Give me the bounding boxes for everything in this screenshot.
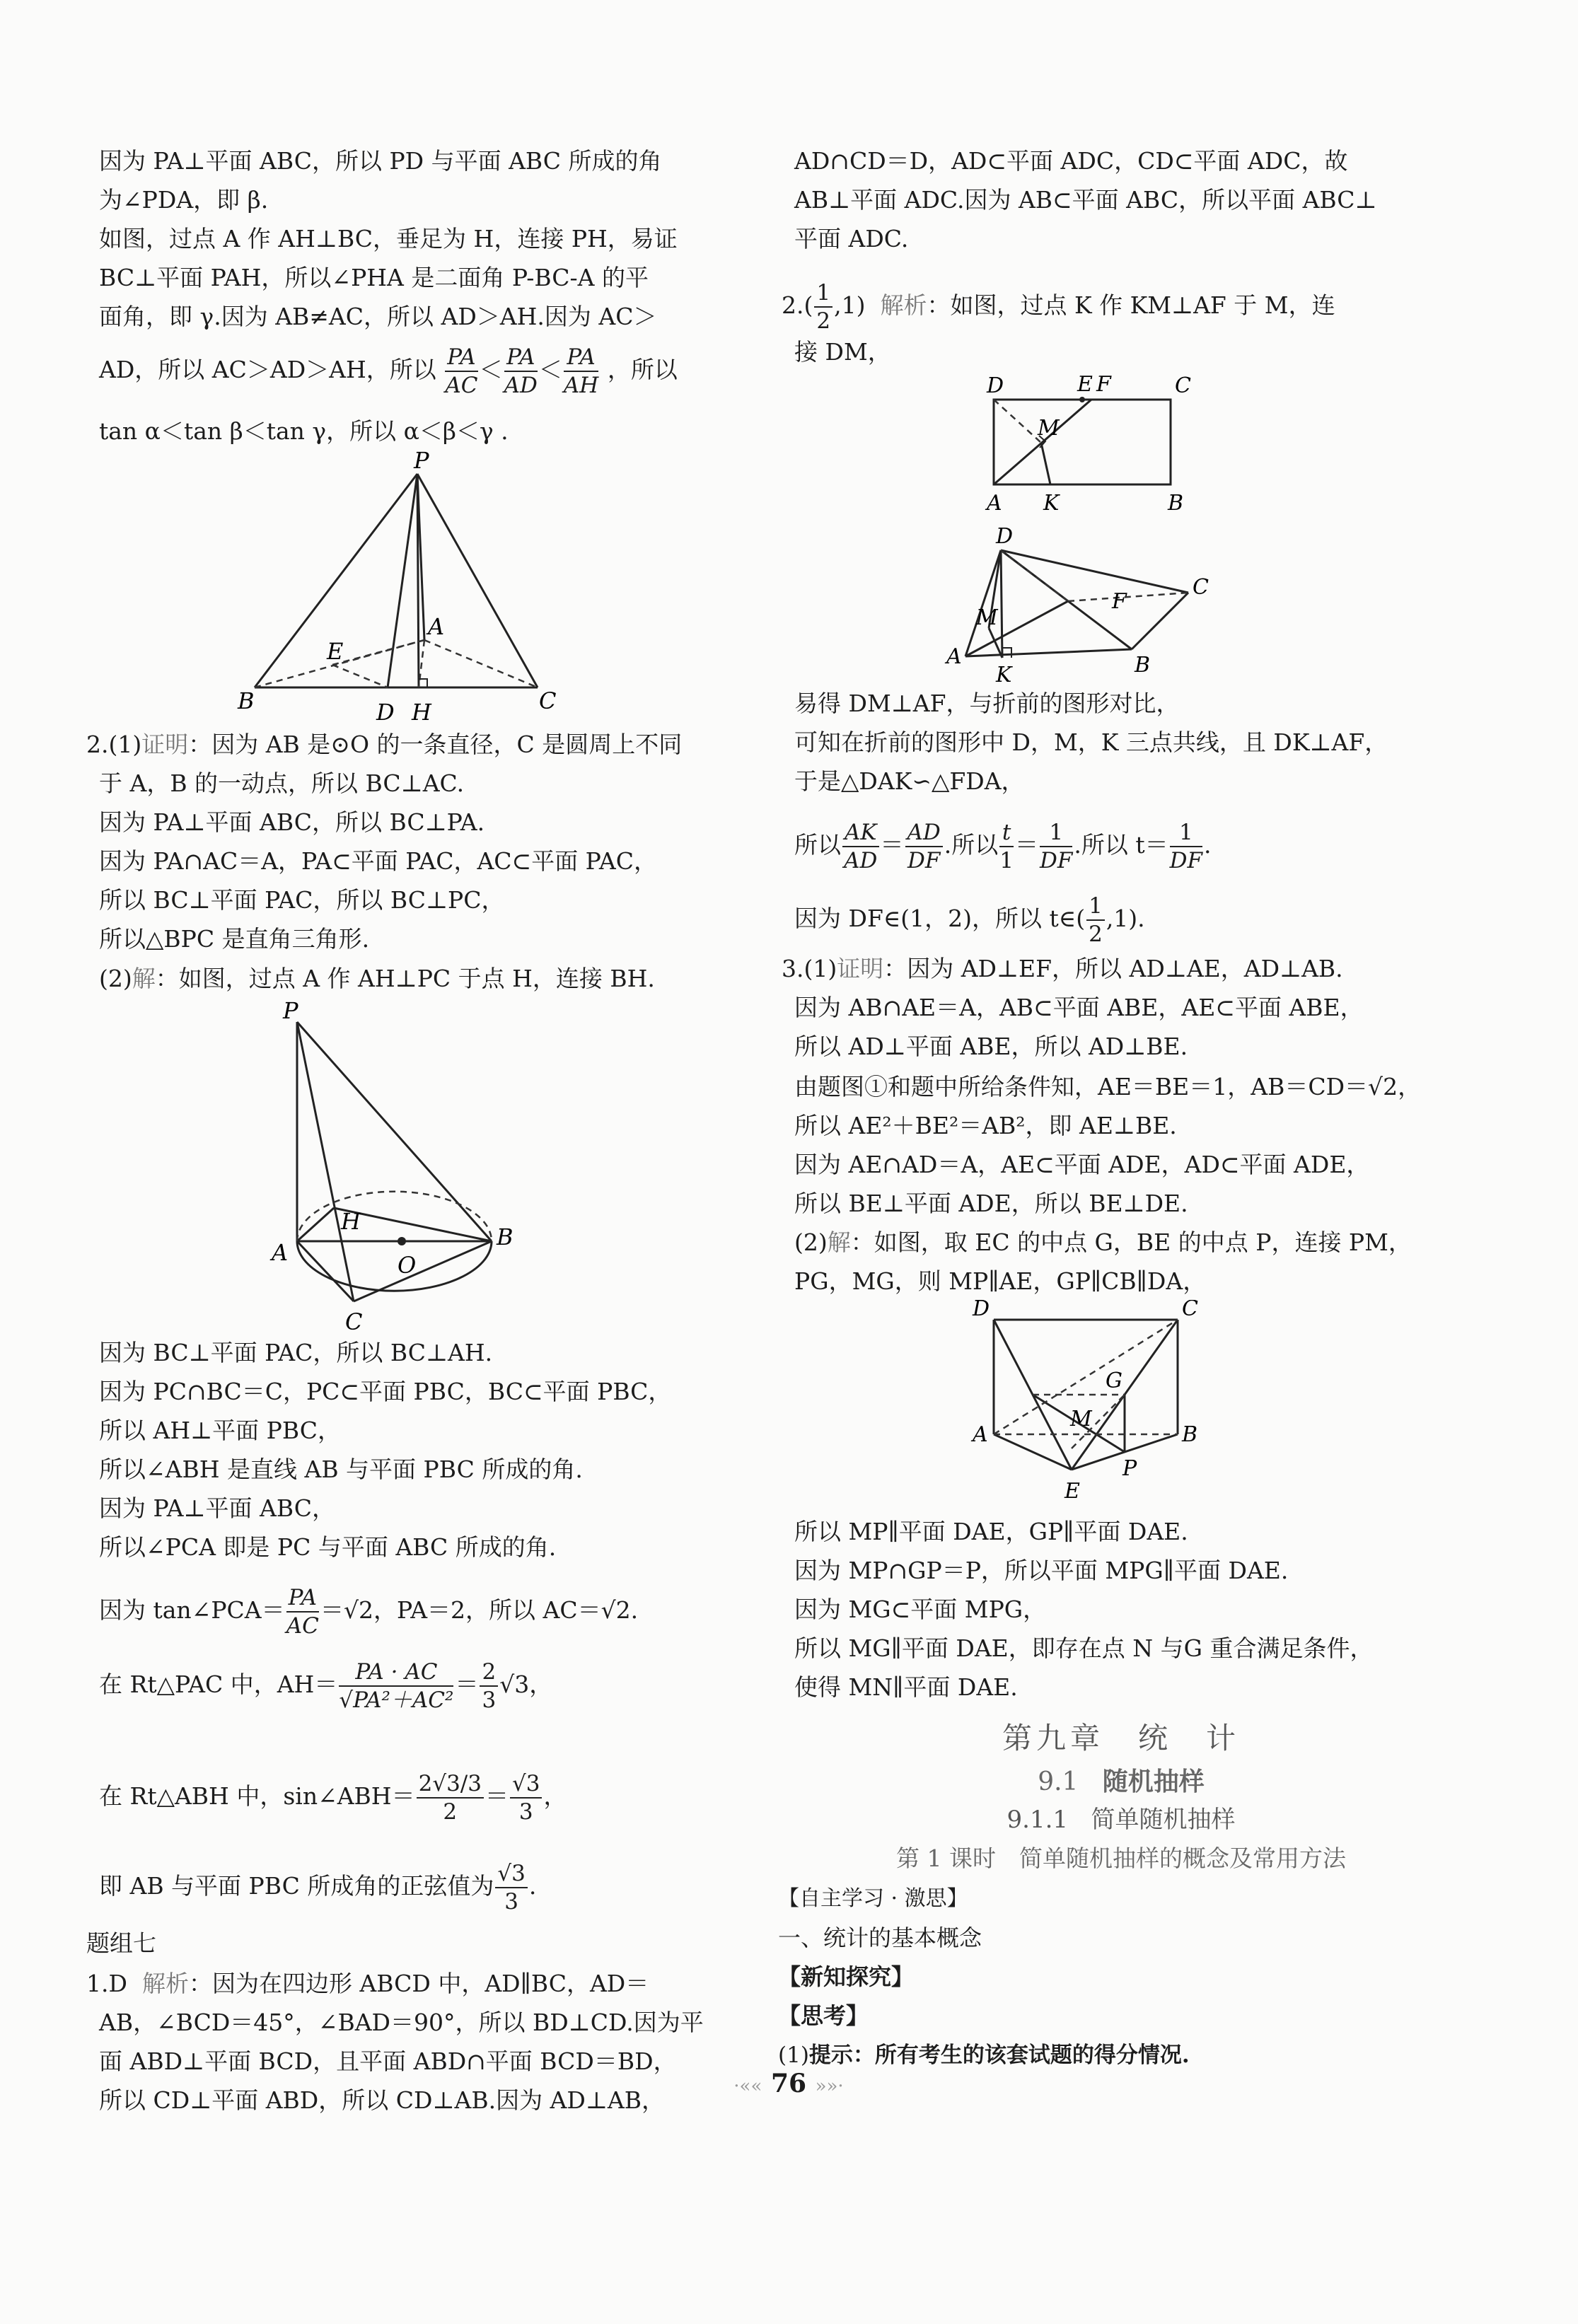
q2-answer-line xyxy=(782,279,1335,335)
text-line: 所以△BPC 是直角三角形. xyxy=(99,925,370,953)
fraction xyxy=(1170,819,1202,874)
tag: 解析 xyxy=(880,291,927,319)
label-D: D xyxy=(996,524,1014,549)
q2-1-line xyxy=(86,731,682,759)
label-M: M xyxy=(976,605,998,630)
text-line: 因为 AB∩AE＝A，AB⊂平面 ABE，AE⊂平面 ABE， xyxy=(794,994,1364,1021)
label-B: B xyxy=(1182,1422,1198,1447)
subsection-title xyxy=(782,1806,1461,1834)
subsection-name: 简单随机抽样 xyxy=(1091,1806,1236,1834)
fraction xyxy=(286,1584,319,1639)
text-line: 所以 BE⊥平面 ADE，所以 BE⊥DE. xyxy=(794,1190,1188,1217)
label-H: H xyxy=(412,699,431,726)
text: .所以 xyxy=(944,831,999,859)
text-line: 所以 BC⊥平面 PAC，所以 BC⊥PC， xyxy=(99,886,505,914)
text: 所以 xyxy=(794,831,841,859)
block-heading: 【思考】 xyxy=(778,2002,869,2029)
denominator: AH xyxy=(563,373,599,398)
numerator: PA · AC xyxy=(339,1658,453,1687)
text-line: 所以 CD⊥平面 ABD，所以 CD⊥AB.因为 AD⊥AB， xyxy=(99,2086,665,2114)
text: ：如图，过点 K 作 KM⊥AF 于 M，连 xyxy=(927,291,1335,319)
label-A: A xyxy=(428,613,445,640)
text: .所以 t＝ xyxy=(1074,831,1168,859)
text: ：因为在四边形 ABCD 中，AD∥BC，AD＝ xyxy=(188,1970,649,1997)
label-D: D xyxy=(973,1300,990,1321)
numerator: AK xyxy=(842,819,879,847)
numerator: 1 xyxy=(814,279,832,308)
chapter-title: 第九章 统 计 xyxy=(1002,1721,1240,1755)
label-C: C xyxy=(1175,373,1191,398)
numerator: √3 xyxy=(495,1860,527,1888)
text-line: 因为 BC⊥平面 PAC，所以 BC⊥AH. xyxy=(99,1339,493,1366)
text-line: BC⊥平面 PAH，所以∠PHA 是二面角 P-BC-A 的平 xyxy=(99,264,649,291)
label-K: K xyxy=(996,663,1012,687)
label-E: E xyxy=(327,638,344,665)
tag: 解析 xyxy=(141,1970,189,1997)
denominator: AD xyxy=(504,373,538,398)
label-C: C xyxy=(539,687,557,714)
fraction xyxy=(842,819,879,874)
text-line: 所以∠PCA 即是 PC 与平面 ABC 所成的角. xyxy=(99,1533,557,1561)
q2-2-line xyxy=(99,965,655,993)
denominator: 2 xyxy=(443,1799,458,1825)
text-line: 接 DM， xyxy=(794,338,891,366)
text-line: 如图，过点 A 作 AH⊥BC，垂足为 H，连接 PH，易证 xyxy=(99,225,678,252)
fraction xyxy=(510,1770,542,1825)
text: ：因为 AD⊥EF，所以 AD⊥AE，AD⊥AB. xyxy=(883,955,1343,982)
text-line: 因为 PA∩AC＝A，PA⊂平面 PAC，AC⊂平面 PAC， xyxy=(99,847,657,875)
block-heading: 【自主学习 · 激思】 xyxy=(778,1886,968,1911)
label-F: F xyxy=(1112,589,1127,614)
question-number: 3.(1) xyxy=(782,955,837,982)
text: ， xyxy=(543,1782,567,1810)
text-line: AB⊥平面 ADC.因为 AB⊂平面 ABC，所以平面 ABC⊥ xyxy=(794,186,1377,214)
label-D: D xyxy=(376,699,395,726)
block-heading: 【新知探究】 xyxy=(778,1963,915,1990)
group-heading: 题组七 xyxy=(86,1929,156,1957)
text: 在 Rt△ABH 中，sin∠ABH＝ xyxy=(99,1782,415,1810)
figure-rectangle xyxy=(973,371,1241,520)
text: ：如图，取 EC 的中点 G，BE 的中点 P，连接 PM， xyxy=(850,1228,1412,1256)
label-K: K xyxy=(1043,491,1060,516)
fraction xyxy=(564,344,598,399)
label-G: G xyxy=(1106,1369,1122,1393)
text-line: 于 A，B 的一动点，所以 BC⊥AC. xyxy=(99,769,465,797)
page-number-value: 76 xyxy=(770,2069,807,2098)
text: ＝ xyxy=(485,1782,509,1810)
text-line: 因为 MG⊂平面 MPG， xyxy=(794,1596,1047,1623)
label-B: B xyxy=(497,1224,514,1250)
denominator: DF xyxy=(1040,848,1073,873)
label-F: F xyxy=(1096,372,1111,397)
fraction xyxy=(999,819,1014,874)
figure-pyramid xyxy=(226,446,580,728)
text-line: 因为 PA⊥平面 ABC，所以 PD 与平面 ABC 所成的角 xyxy=(99,147,662,175)
label-B: B xyxy=(1168,491,1184,516)
text-line: PG，MG，则 MP∥AE，GP∥CB∥DA， xyxy=(794,1267,1207,1295)
lesson-title: 第 1 课时 简单随机抽样的概念及常用方法 xyxy=(896,1844,1346,1872)
text: . xyxy=(528,1872,537,1900)
numerator: 1 xyxy=(1040,819,1072,847)
figure-circle-pyramid xyxy=(262,997,545,1337)
text-line: 面角，即 γ.因为 AB≠AC，所以 AD＞AH.因为 AC＞ xyxy=(99,303,657,330)
numerator: 1 xyxy=(1170,819,1202,847)
text-line: 因为 MP∩GP＝P，所以平面 MPG∥平面 DAE. xyxy=(794,1557,1289,1584)
text-line: 因为 PA⊥平面 ABC， xyxy=(99,1494,335,1522)
numerator: PA xyxy=(564,344,598,372)
label-M: M xyxy=(1070,1407,1092,1431)
label-M: M xyxy=(1038,416,1060,441)
q1-line xyxy=(86,1970,649,1998)
fraction xyxy=(814,279,832,335)
label-A: A xyxy=(946,644,962,669)
numerator: PA xyxy=(286,1584,319,1613)
label-E: E xyxy=(1064,1479,1080,1504)
section-name: 随机抽样 xyxy=(1102,1767,1205,1796)
numerator: 2 xyxy=(480,1658,498,1687)
text: AD，所以 AC＞AD＞AH，所以 xyxy=(99,356,436,383)
text: ( xyxy=(1076,905,1086,932)
denominator: 2 xyxy=(1089,922,1103,947)
label-O: O xyxy=(398,1252,417,1279)
rt2-line xyxy=(99,1770,567,1825)
denominator: AC xyxy=(445,373,478,398)
label-B: B xyxy=(238,687,255,714)
tag: 提示 xyxy=(808,2043,853,2068)
denominator: 3 xyxy=(504,1889,518,1915)
text: 即 AB 与平面 PBC 所成角的正弦值为 xyxy=(99,1872,494,1900)
label-A: A xyxy=(973,1422,988,1447)
text-line: AD∩CD＝D，AD⊂平面 ADC，CD⊂平面 ADC，故 xyxy=(794,147,1348,175)
text-line: 因为 PC∩BC＝C，PC⊂平面 PBC，BC⊂平面 PBC， xyxy=(99,1378,672,1405)
ratio-line: AD，所以 AC＞AD＞AH，所以 $\frac{PA}{AC}$ ＜ $\frac{PA}{AD}$ ＜ $\frac{PA}{AH}$ ，所以 xyxy=(99,344,678,398)
text: ：如图，过点 A 作 AH⊥PC 于点 H，连接 BH. xyxy=(155,965,655,992)
numerator: PA xyxy=(504,344,538,372)
q3-1-line xyxy=(782,955,1343,983)
text: ，所以 xyxy=(607,356,678,383)
denominator: AC xyxy=(286,1613,319,1639)
fraction xyxy=(504,344,538,399)
label-B: B xyxy=(1135,653,1151,678)
fraction xyxy=(480,1658,498,1714)
denominator: 2 xyxy=(816,308,831,334)
text: ,1) xyxy=(834,291,866,319)
text-line: tan α＜tan β＜tan γ，所以 α＜β＜γ . xyxy=(99,417,509,445)
hint-line xyxy=(778,2041,1190,2069)
text: . xyxy=(1204,831,1212,859)
text-line: 所以 MP∥平面 DAE，GP∥平面 DAE. xyxy=(794,1518,1188,1545)
tag: 解 xyxy=(827,1228,851,1256)
section-number: 9.1 xyxy=(1038,1767,1079,1796)
tan-line xyxy=(99,1584,638,1639)
text: 在 Rt△PAC 中，AH＝ xyxy=(99,1671,338,1698)
text-line: 因为 AE∩AD＝A，AE⊂平面 ADE，AD⊂平面 ADE， xyxy=(794,1151,1370,1178)
text: ,1). xyxy=(1106,905,1145,932)
fraction xyxy=(1040,819,1072,874)
label-D: D xyxy=(987,373,1004,398)
conclusion-line xyxy=(99,1860,536,1915)
question-number: 1.D xyxy=(86,1970,127,1997)
text-line: 于是△DAK∽△FDA， xyxy=(794,767,1025,795)
label-A: A xyxy=(987,491,1002,516)
text-line: 易得 DM⊥AF，与折前的图形对比， xyxy=(794,690,1180,717)
text-line: 使得 MN∥平面 DAE. xyxy=(794,1673,1018,1701)
label-P: P xyxy=(414,447,429,474)
numerator: AD xyxy=(905,819,943,847)
denominator: 3 xyxy=(518,1799,533,1825)
rt1-line xyxy=(99,1658,552,1714)
numerator: t xyxy=(999,819,1014,847)
page-number: ·«« 76 »»· xyxy=(733,2069,844,2098)
numerator: PA xyxy=(445,344,477,372)
label-P: P xyxy=(1122,1456,1137,1481)
fraction xyxy=(1086,893,1105,948)
question-number: 2. xyxy=(782,291,804,319)
text-line: 平面 ADC. xyxy=(794,225,909,252)
text-line: 为∠PDA，即 β. xyxy=(99,186,269,214)
text: 因为 DF∈(1，2)，所以 t∈ xyxy=(794,905,1077,932)
text: ＝√2，PA＝2，所以 AC＝√2. xyxy=(320,1596,639,1624)
tag: 证明 xyxy=(837,955,884,982)
text: ：因为 AB 是⊙O 的一条直径，C 是圆周上不同 xyxy=(188,731,683,758)
question-number: 2.(1) xyxy=(86,731,142,758)
text: ＝ xyxy=(455,1671,479,1698)
label-H: H xyxy=(341,1208,361,1235)
denominator: 3 xyxy=(482,1687,497,1713)
label-C: C xyxy=(1193,575,1209,600)
numerator: 1 xyxy=(1086,893,1105,921)
text-line: 可知在折前的图形中 D，M，K 三点共线，且 DK⊥AF， xyxy=(794,728,1388,756)
tag: 证明 xyxy=(141,731,189,758)
fraction xyxy=(495,1860,527,1915)
tag: 解 xyxy=(132,965,156,992)
fraction xyxy=(417,1770,484,1825)
text-line: 所以∠ABH 是直线 AB 与平面 PBC 所成的角. xyxy=(99,1456,583,1483)
q3-2-line xyxy=(794,1228,1412,1257)
label-C: C xyxy=(345,1308,363,1335)
label-E: E xyxy=(1077,372,1093,397)
text: ：所有考生的该套试题的得分情况. xyxy=(852,2043,1190,2068)
label-P: P xyxy=(283,997,298,1024)
text-line: 所以 AH⊥平面 PBC， xyxy=(99,1417,341,1444)
figure-pentagon xyxy=(965,1300,1227,1512)
question-number: (2) xyxy=(99,965,132,992)
figure-folded xyxy=(934,522,1266,688)
text-line: 所以 AD⊥平面 ABE，所以 AD⊥BE. xyxy=(794,1033,1188,1060)
denominator: √PA²＋AC² xyxy=(339,1687,454,1713)
text: (1) xyxy=(778,2043,809,2068)
text-line: 因为 PA⊥平面 ABC，所以 BC⊥PA. xyxy=(99,808,485,836)
similarity-ratio-line: 所以 $\frac{AK}{AD}$ ＝ $\frac{AD}{DF}$ .所以 $\frac{t}{1}$ ＝ $\frac{1}{DF}$ .所以 t＝ $\frac{1}{DF}$ . xyxy=(794,820,1212,873)
question-number: (2) xyxy=(794,1228,828,1256)
text: √3， xyxy=(499,1671,553,1698)
numerator: 2√3/3 xyxy=(417,1770,484,1799)
label-C: C xyxy=(1182,1300,1198,1321)
section-title xyxy=(782,1765,1461,1799)
block-heading: 一、统计的基本概念 xyxy=(778,1924,982,1951)
range-line xyxy=(794,893,1145,948)
numerator: √3 xyxy=(510,1770,542,1799)
fraction xyxy=(905,819,943,874)
denominator: 1 xyxy=(999,848,1014,873)
fraction xyxy=(445,344,477,399)
subsection-number: 9.1.1 xyxy=(1006,1806,1069,1834)
denominator: AD xyxy=(844,848,878,873)
denominator: DF xyxy=(907,848,941,873)
fraction xyxy=(339,1658,453,1714)
text-line: 所以 MG∥平面 DAE，即存在点 N 与G 重合满足条件， xyxy=(794,1634,1374,1662)
text-line: 由题图①和题中所给条件知，AE＝BE＝1，AB＝CD＝√2， xyxy=(794,1073,1422,1100)
text-line: 面 ABD⊥平面 BCD，且平面 ABD∩平面 BCD＝BD， xyxy=(99,2047,677,2075)
text-line: AB，∠BCD＝45°，∠BAD＝90°，所以 BD⊥CD.因为平 xyxy=(99,2009,704,2036)
text-line: 所以 AE²＋BE²＝AB²，即 AE⊥BE. xyxy=(794,1112,1177,1139)
denominator: DF xyxy=(1169,848,1203,873)
label-A: A xyxy=(272,1239,289,1266)
text: 因为 tan∠PCA＝ xyxy=(99,1596,285,1624)
text: ( xyxy=(803,291,813,319)
